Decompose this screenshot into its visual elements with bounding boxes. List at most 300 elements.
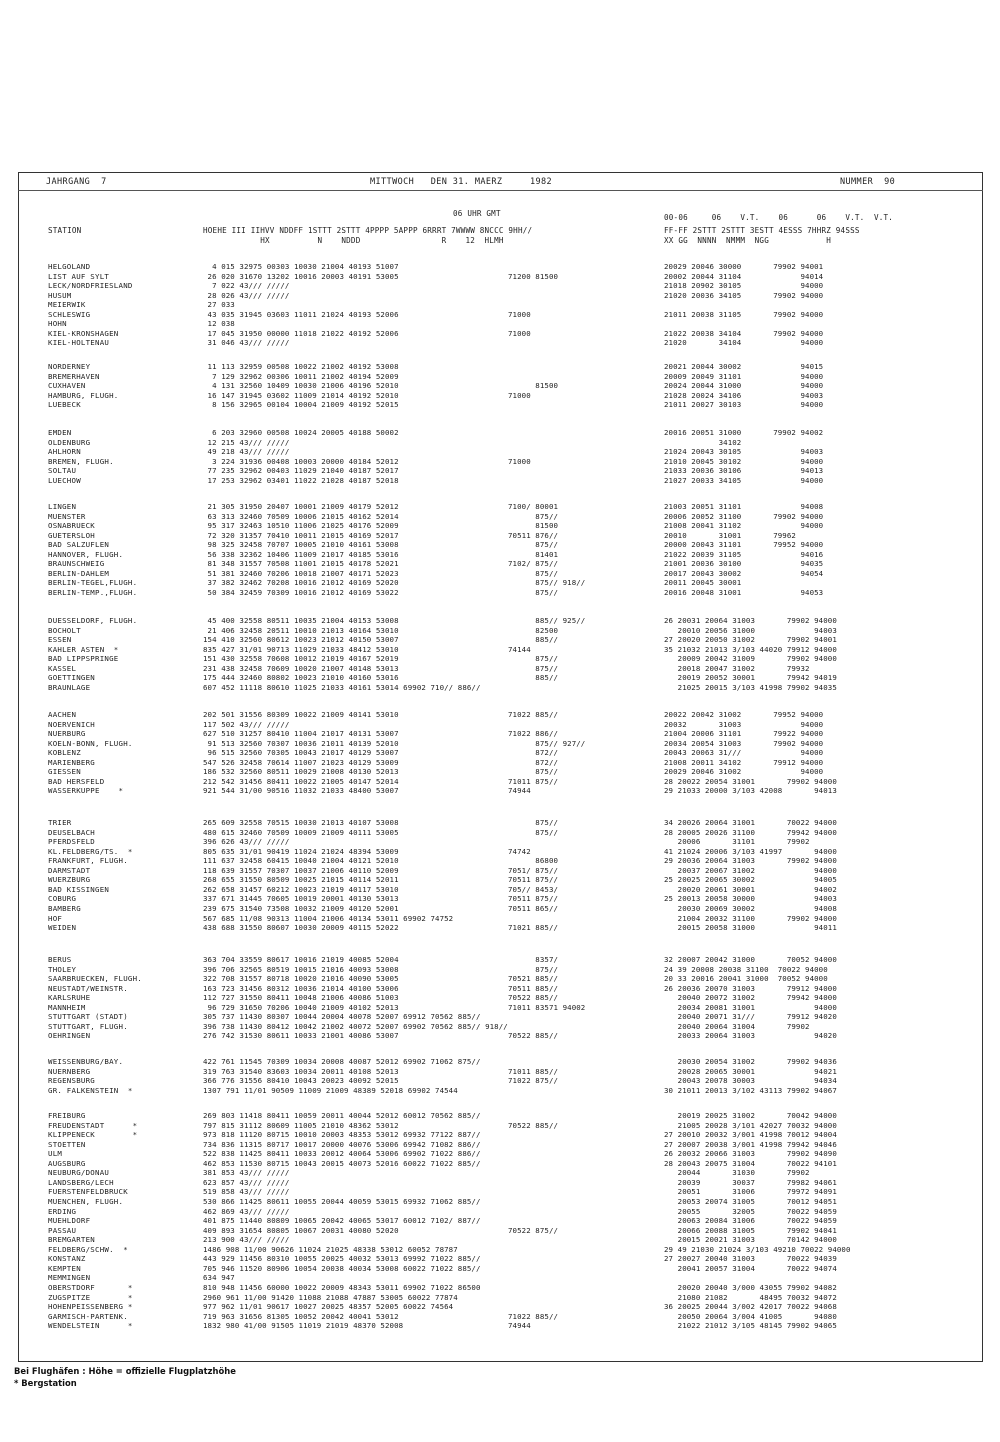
station-name: OSNABRUECK [48,521,95,531]
temperature-data: 20055 32005 70022 94059 [664,1206,837,1216]
station-row [0,1022,1000,1031]
cloud-data: 70522 875// [508,1225,559,1235]
station-row [0,300,1000,309]
station-name: DUESSELDORF, FLUGH. [48,616,138,625]
station-row [0,984,1000,993]
main-data: 50 384 32459 70309 10016 21012 40169 53022 [203,588,399,597]
station-name: HANNOVER, FLUGH. [48,549,124,559]
station-row [0,1178,1000,1187]
station-name: GUETERSLOH [48,530,95,540]
station-row [0,616,1000,625]
temperature-data: 27 20007 20038 3/001 41998 79942 94046 [664,1139,837,1149]
temperature-data: 41 21024 20006 3/103 41997 94000 [664,846,837,856]
station-row [0,1226,1000,1235]
cloud-data: 875// [508,767,559,777]
temperature-data: 21003 20051 31101 94008 [664,502,824,511]
cloud-data: 885// 925// [508,616,586,625]
header-divider [18,190,983,191]
main-data: 607 452 11118 80610 11025 21033 40161 53014 69902 710// 886// [203,682,481,692]
temperature-data: 28 20043 20075 31004 70022 94101 [664,1158,837,1168]
temperature-data: 20028 20065 30001 94021 [664,1066,837,1076]
station-name: LINGEN [48,502,77,511]
temperature-data: 20018 20047 31002 79932 [664,663,810,673]
temperature-data: 20006 31101 79902 [664,837,810,847]
main-data: 366 776 31556 80410 10043 20023 40092 52015 [203,1076,399,1086]
main-data: 396 738 11430 80412 10042 21002 40072 52007 69902 70562 885// 918// [203,1021,508,1031]
station-name: KOELN-BONN, FLUGH. [48,738,133,748]
temperature-data: 20050 20064 3/004 41005 94080 [664,1311,837,1321]
station-name: MUEHLDORF [48,1216,91,1225]
right-column-header-1: FF-FF 2STTT 2STTT 3ESTT 4ESSS 7HHRZ 94SSS [664,226,860,235]
temperature-data: 21028 20024 34106 94003 [664,390,824,400]
station-name: MUENCHEN, FLUGH. [48,1197,124,1206]
cloud-data: 70522 885// [508,1120,559,1130]
main-data: 519 858 43/// ///// [203,1187,290,1197]
main-data: 118 639 31557 70307 10037 21006 40110 52009 [203,865,399,875]
main-data: 705 946 11520 80906 10054 20038 40034 53008 60022 71022 885// [203,1263,481,1273]
station-name: PFERDSFELD [48,837,95,847]
station-row [0,1159,1000,1168]
main-data: 401 875 11440 80809 10065 20042 40065 53017 60012 7102/ 887// [203,1216,481,1225]
station-name: BOCHOLT [48,625,81,635]
station-name: LIST AUF SYLT [48,271,110,281]
temperature-data: 32 20007 20042 31000 70052 94000 [664,955,837,964]
station-row [0,512,1000,521]
station-row [0,1312,1000,1321]
station-name: NOERVENICH [48,719,95,729]
station-name: BAD LIPPSPRINGE [48,654,119,664]
cloud-data: 70522 885// [508,1031,559,1041]
temperature-data: 20051 31006 79972 94091 [664,1187,837,1197]
station-row [0,856,1000,865]
station-name: AACHEN [48,710,77,719]
main-data: 239 675 31540 73508 10032 21009 40120 52001 [203,904,399,913]
temperature-data: 20006 20052 31100 79902 94000 [664,511,824,521]
cloud-data: 875// 918// [508,578,586,588]
right-column-header-2: XX GG NNNN NMMM NGG H [664,236,832,245]
station-row [0,828,1000,837]
station-name: MUENSTER [48,511,86,521]
temperature-data: 20024 20044 31000 94000 [664,381,824,391]
station-name: ZUGSPITZE * [48,1292,133,1302]
station-row [0,847,1000,856]
temperature-data: 21020 34104 94000 [664,338,824,348]
date-label: MITTWOCH DEN 31. MAERZ 1982 [370,177,553,187]
station-row [0,457,1000,466]
temperature-data: 20019 20025 31002 70042 94000 [664,1111,837,1120]
cloud-data: 71011 83571 94002 [508,1002,586,1012]
cloud-data: 8357/ [508,955,559,964]
main-data: 319 763 31540 83603 10034 20011 40108 52013 [203,1066,399,1076]
temperature-data: 20015 20021 31003 70142 94000 [664,1235,837,1245]
cloud-data: 70511 875// [508,894,559,904]
temperature-data: 21018 20902 30105 94000 [664,281,824,291]
cloud-data: 71011 875// [508,776,559,786]
main-data: 480 615 32460 70509 10009 21009 40111 53005 [203,827,399,837]
station-name: BREMGARTEN [48,1235,95,1245]
report-header [18,174,983,190]
station-name: SAARBRUECKEN, FLUGH. [48,974,142,984]
main-column-header-1: HOEHE III IIHVV NDDFF 1STTT 2STTT 4PPPP 5APPP 6RRRT 7WWWW 8NCCC 9HH// [203,226,533,235]
cloud-data: 875// [508,511,559,521]
station-name: STUTTGART (STADT) [48,1012,128,1022]
temperature-data: 20009 20042 31009 79902 94000 [664,654,837,664]
station-name: LANDSBERG/LECH [48,1177,114,1187]
main-data: 810 948 11456 60000 10022 20009 48343 53011 69902 71022 86500 [203,1282,481,1292]
cloud-data: 71022 875// [508,1076,559,1086]
temperature-data: 20040 20071 31/// 79912 94020 [664,1012,837,1022]
main-data: 49 218 43/// ///// [203,447,290,457]
temperature-data: 26 20036 20070 31003 79912 94000 [664,983,837,993]
temperature-data: 20066 20088 31005 79902 94041 [664,1225,837,1235]
station-name: PASSAU [48,1225,77,1235]
temperature-data: 28 20022 20054 31001 79902 94000 [664,776,837,786]
cloud-data: 81500 [508,381,559,391]
cloud-data: 875// [508,663,559,673]
station-row [0,710,1000,719]
main-data: 438 688 31550 80607 10030 20009 40115 52022 [203,923,399,932]
station-row [0,310,1000,319]
station-name: FREUDENSTADT * [48,1120,138,1130]
station-name: FRANKFURT, FLUGH. [48,856,128,866]
station-row [0,291,1000,300]
main-data: 27 033 [203,300,235,310]
cloud-data: 81500 [508,521,559,531]
temperature-data: 20034 20054 31003 79902 94000 [664,738,824,748]
main-data: 268 655 31550 80509 10025 21015 40114 52011 [203,875,399,885]
main-column-header-2: HX N NDDD R 12 HLMH [203,236,504,245]
station-row [0,466,1000,475]
station-name: GIESSEN [48,767,81,777]
station-row [0,1130,1000,1139]
station-row [0,1235,1000,1244]
cloud-data: 885// [508,673,559,683]
main-data: 734 836 11315 80717 10017 20000 40076 53006 69942 71082 886// [203,1139,481,1149]
temperature-data: 20053 20074 31005 70012 94051 [664,1197,837,1206]
temperature-data: 20016 20051 31000 79902 94002 [664,428,824,437]
station-name: KIEL-HOLTENAU [48,338,110,348]
cloud-data: 875// [508,588,559,597]
station-name: STOETTEN [48,1139,86,1149]
station-row [0,1086,1000,1095]
temperature-data: 20029 20046 30000 79902 94001 [664,262,824,271]
main-data: 3 224 31936 00408 10003 20000 40184 52012 [203,456,399,466]
station-name: BAD SALZUFLEN [48,540,110,550]
station-name: KOBLENZ [48,748,81,758]
station-name: LUEBECK [48,400,81,410]
temperature-data: 21022 20039 31105 94016 [664,549,824,559]
temperature-data: 25 20025 20065 30002 94005 [664,875,837,885]
station-name: NUERNBERG [48,1066,91,1076]
station-name: SOLTAU [48,466,77,476]
station-row [0,993,1000,1002]
main-data: 409 893 31654 80805 10067 20031 40080 52020 [203,1225,399,1235]
temperature-data: 29 21033 20000 3/103 42008 94013 [664,786,837,796]
temperature-data: 20063 20084 31006 70022 94059 [664,1216,837,1225]
station-name: HOHN [48,319,67,329]
temperature-data: 21011 20038 31105 79902 94000 [664,309,824,319]
main-data: 7 129 32962 00306 10011 21002 40194 52009 [203,371,399,381]
main-data: 212 542 31456 80411 10022 21005 40147 52014 [203,776,399,786]
station-name: NEUSTADT/WEINSTR. [48,983,128,993]
temperature-data: 20044 31030 79902 [664,1168,810,1178]
station-row [0,1264,1000,1273]
station-row [0,664,1000,673]
station-row [0,1254,1000,1263]
station-row [0,1067,1000,1076]
station-row [0,1140,1000,1149]
main-data: 96 515 32560 70305 10043 21017 40129 53007 [203,748,399,758]
temperature-data: 20020 20040 3/000 43055 79902 94082 [664,1282,837,1292]
temperature-data: 20032 31003 94000 [664,719,824,729]
temperature-data: 20000 20043 31101 79952 94000 [664,540,824,550]
main-data: 396 626 43/// ///// [203,837,290,847]
main-data: 202 501 31556 80309 10022 21009 40141 53010 [203,710,399,719]
cloud-data: 875// [508,540,559,550]
cloud-data: 71200 81500 [508,271,559,281]
station-name: KARLSRUHE [48,993,91,1003]
cloud-data: 71022 886// [508,729,559,739]
main-data: 186 532 32560 80511 10029 21008 40130 52013 [203,767,399,777]
footer-note-mountain: * Bergstation [14,1378,77,1388]
issue-number: NUMMER 90 [840,177,896,187]
station-row [0,531,1000,540]
main-data: 269 803 11418 80411 10059 20011 40044 52012 60012 70562 885// [203,1111,481,1120]
station-name: AHLHORN [48,447,81,457]
main-data: 337 671 31445 70605 10019 20001 40130 53013 [203,894,399,904]
main-data: 363 704 33559 80617 10016 21019 40085 52004 [203,955,399,964]
temperature-data: 34 20026 20064 31001 70022 94000 [664,818,837,827]
cloud-data: 875// [508,654,559,664]
cloud-data: 70522 885// [508,993,559,1003]
cloud-data: 74944 [508,786,531,796]
station-name: OEHRINGEN [48,1031,91,1041]
station-name: WUERZBURG [48,875,91,885]
temperature-data: 21025 20015 3/103 41998 79902 94035 [664,682,837,692]
main-data: 151 430 32558 70608 10012 21019 40167 52019 [203,654,399,664]
station-row [0,381,1000,390]
station-name: CUXHAVEN [48,381,86,391]
main-data: 112 727 31550 80411 10048 21006 40086 51003 [203,993,399,1003]
station-row [0,645,1000,654]
station-name: ULM [48,1149,63,1159]
main-data: 443 929 11456 80310 10055 20025 40032 53013 69992 71022 885// [203,1254,481,1264]
station-row [0,362,1000,371]
temperature-data: 20030 20054 31002 79902 94036 [664,1057,837,1066]
station-row [0,502,1000,511]
cloud-data: 74944 [508,1321,531,1331]
station-name: KL.FELDBERG/TS. * [48,846,133,856]
temperature-data: 20022 20042 31002 79952 94000 [664,710,824,719]
station-name: KIEL-KRONSHAGEN [48,328,119,338]
temperature-data: 35 21032 21013 3/103 44020 79912 94000 [664,644,837,654]
temperature-data: 21020 20036 34105 79902 94000 [664,290,824,300]
station-row [0,626,1000,635]
station-row [0,894,1000,903]
main-data: 51 381 32460 70206 10018 21007 40171 52023 [203,568,399,578]
temperature-data: 20016 20048 31001 94053 [664,588,824,597]
cloud-data: 7100/ 80001 [508,502,559,511]
temperature-data: 20029 20046 31002 94000 [664,767,824,777]
temperature-data: 20020 20061 30001 94002 [664,884,837,894]
cloud-data: 875// 927// [508,738,586,748]
temperature-data: 21005 20028 3/101 42027 70032 94000 [664,1120,837,1130]
station-row [0,837,1000,846]
temperature-data: 21011 20027 30103 94000 [664,400,824,410]
main-data: 63 313 32460 70509 10006 21015 40162 52014 [203,511,399,521]
main-data: 26 020 31670 13202 10016 20003 40191 53005 [203,271,399,281]
main-data: 45 400 32558 80511 10035 21004 40153 53008 [203,616,399,625]
station-row [0,338,1000,347]
temperature-data: 21027 20033 34105 94000 [664,475,824,485]
station-row [0,904,1000,913]
temperature-data: 29 49 21030 21024 3/103 49210 70022 94000 [664,1244,851,1254]
temperature-data: 27 20020 20050 31002 79902 94001 [664,635,837,645]
temperature-data: 20034 20081 31001 94000 [664,1002,837,1012]
station-row [0,1003,1000,1012]
station-name: MEMMINGEN [48,1273,91,1283]
main-data: 31 046 43/// ///// [203,338,290,348]
main-data: 623 857 43/// ///// [203,1177,290,1187]
station-name: BAD KISSINGEN [48,884,110,894]
main-data: 462 869 43/// ///// [203,1206,290,1216]
main-data: 797 815 31112 80609 11005 21010 48362 53012 [203,1120,399,1130]
cloud-data: 875// [508,568,559,578]
cloud-data: 70511 885// [508,983,559,993]
station-name: BERUS [48,955,72,964]
main-data: 921 544 31/00 90516 11032 21033 48400 53007 [203,786,399,796]
temperature-data: 21024 20043 30105 94003 [664,447,824,457]
temperature-data: 20039 30037 79982 94061 [664,1177,837,1187]
station-row [0,818,1000,827]
main-data: 11 113 32959 00508 10022 21002 40192 53008 [203,362,399,371]
station-row [0,654,1000,663]
main-data: 1486 908 11/00 90626 11024 21025 48338 53012 60052 78787 [203,1244,458,1254]
station-row [0,476,1000,485]
station-row [0,758,1000,767]
station-name: BAD HERSFELD [48,776,105,786]
temperature-data: 20033 20064 31003 94020 [664,1031,837,1041]
station-row [0,578,1000,587]
temperature-data: 20 33 20016 20041 31000 70052 94000 [664,974,828,984]
cloud-data: 74742 [508,846,531,856]
main-data: 422 761 11545 70309 10034 20008 40087 52012 69902 71062 875// [203,1057,481,1066]
main-data: 567 685 11/08 90313 11004 21006 40134 53011 69902 74752 [203,913,454,923]
main-data: 627 510 31257 80410 11004 21017 40131 53007 [203,729,399,739]
station-row [0,885,1000,894]
main-data: 12 038 [203,319,235,329]
station-row [0,428,1000,437]
station-row [0,272,1000,281]
main-data: 6 203 32960 00508 10024 20005 40188 50002 [203,428,399,437]
station-name: EMDEN [48,428,72,437]
temperature-data: 20043 20078 30003 94034 [664,1076,837,1086]
main-data: 163 723 31456 80312 10036 21014 40100 53006 [203,983,399,993]
station-name: REGENSBURG [48,1076,95,1086]
station-name: KLIPPENECK * [48,1130,138,1140]
temperature-data: 20010 20056 31000 94003 [664,625,837,635]
station-row [0,1111,1000,1120]
main-data: 973 818 11120 80715 10010 20003 48353 53012 69932 77122 887// [203,1130,481,1140]
station-row [0,1168,1000,1177]
station-name: OBERSTDORF * [48,1282,133,1292]
temperature-data: 20009 20049 31101 94000 [664,371,824,381]
main-data: 4 015 32975 00303 10030 21004 40193 51007 [203,262,399,271]
station-row [0,720,1000,729]
main-data: 21 305 31950 20407 10001 21009 40179 52012 [203,502,399,511]
main-data: 719 963 31656 81305 10052 20042 40041 53012 [203,1311,399,1321]
temperature-data: 28 20005 20026 31100 79942 94000 [664,827,837,837]
station-name: WEIDEN [48,923,77,932]
main-data: 117 502 43/// ///// [203,719,290,729]
station-row [0,1216,1000,1225]
main-data: 265 609 32558 70515 10030 21013 40107 53008 [203,818,399,827]
temperature-data: 20037 20067 31002 94000 [664,865,837,875]
temperature-data: 20017 20043 30002 94054 [664,568,824,578]
main-data: 276 742 31530 80611 10033 21001 40086 53007 [203,1031,399,1041]
temperature-data: 20021 20044 30002 94015 [664,362,824,371]
right-time-header: 00-06 06 V.T. 06 06 V.T. V.T. [664,213,894,222]
station-row [0,923,1000,932]
main-data: 96 729 31650 70206 10040 21009 40102 52013 [203,1002,399,1012]
station-row [0,1273,1000,1282]
main-data: 28 026 43/// ///// [203,290,290,300]
station-name: BAMBERG [48,904,81,913]
station-name: DEUSELBACH [48,827,95,837]
station-row [0,914,1000,923]
station-row [0,262,1000,271]
station-column-header: STATION [48,226,82,235]
station-name: MANNHEIM [48,1002,86,1012]
main-data: 8 156 32965 00104 10004 21009 40192 52015 [203,400,399,410]
station-row [0,965,1000,974]
station-row [0,559,1000,568]
station-name: HAMBURG, FLUGH. [48,390,119,400]
temperature-data: 36 20025 20044 3/002 42017 70022 94068 [664,1302,837,1311]
main-data: 634 947 [203,1273,235,1283]
temperature-data: 26 20032 20066 31003 79902 94090 [664,1149,837,1159]
station-row [0,866,1000,875]
cloud-data: 71022 885// [508,710,559,719]
station-name: THOLEY [48,964,77,974]
main-data: 522 838 11425 80411 10033 20012 40064 53006 69902 71022 886// [203,1149,481,1159]
station-row [0,955,1000,964]
temperature-data: 26 20031 20064 31003 79902 94000 [664,616,837,625]
main-data: 175 444 32460 80802 10023 21010 40160 53016 [203,673,399,683]
station-row [0,540,1000,549]
station-row [0,729,1000,738]
station-name: KAHLER ASTEN * [48,644,119,654]
main-data: 111 637 32458 60415 10040 21004 40121 52010 [203,856,399,866]
station-name: BRAUNLAGE [48,682,91,692]
cloud-data: 872// [508,748,559,758]
station-name: STUTTGART, FLUGH. [48,1021,128,1031]
station-row [0,521,1000,530]
cloud-data: 7102/ 875// [508,559,559,569]
cloud-data: 7051/ 875// [508,865,559,875]
cloud-data: 71011 885// [508,1066,559,1076]
station-row [0,391,1000,400]
cloud-data: 875// [508,818,559,827]
station-row [0,1302,1000,1311]
temperature-data: 21008 20041 31102 94000 [664,521,824,531]
temperature-data: 20040 20064 31004 79902 [664,1021,810,1031]
station-name: KONSTANZ [48,1254,86,1264]
station-row [0,281,1000,290]
main-data: 2960 961 11/00 91420 11088 21088 47887 53005 60022 77874 [203,1292,458,1302]
cloud-data: 70511 875// [508,875,559,885]
temperature-data: 21001 20036 30100 94035 [664,559,824,569]
